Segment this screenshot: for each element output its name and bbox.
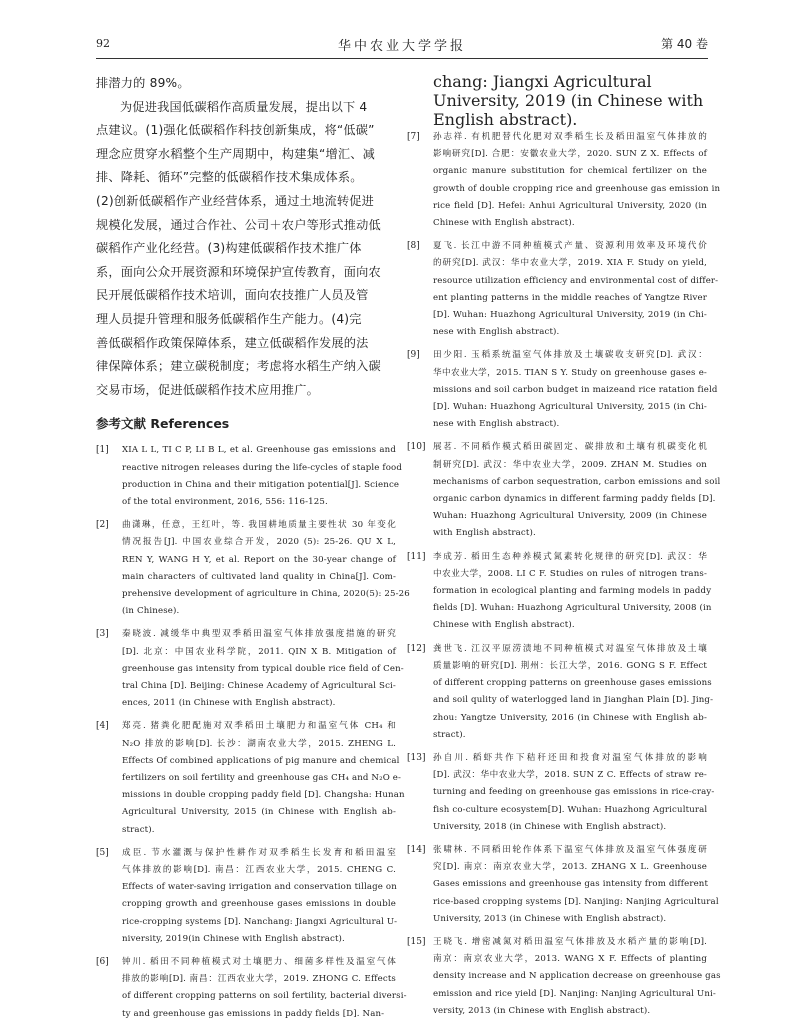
reference-line: 成臣. 节水灌溉与保护性耕作对双季稻生长发育和稻田温室	[122, 847, 396, 858]
reference-line: 南京：南京农业大学，2013. WANG X F. Effects of planting	[433, 954, 707, 965]
body-line: 交易市场，促进低碳稻作技术应用推广。	[96, 382, 319, 397]
reference-line: Effects Of combined applications of pig manure and chemical	[122, 755, 400, 766]
references-list-left	[96, 442, 410, 1023]
reference-line: rice field [D]. Hefei: Anhui Agricultural University, 2020 (in	[433, 200, 707, 211]
reference-line: rice-based cropping systems [D]. Nanjing: Nanjing Agricultural	[433, 896, 719, 907]
reference-line: Agricultural University, 2015 (in Chinese with English ab-	[122, 807, 396, 818]
reference-item	[96, 718, 405, 838]
body-text	[96, 72, 396, 402]
reference-line: 龚世飞. 江汉平原涝渍地不同种植模式对温室气体排放及土壤	[433, 643, 707, 654]
reference-line: missions in double cropping paddy field [D]. Changsha: Hunan	[122, 790, 405, 801]
body-line: 碳稻作产业化经营。(3)构建低碳稻作技术推广体	[96, 241, 362, 256]
reference-continuation	[407, 72, 707, 129]
reference-line: reactive nitrogen releases during the life-cycles of staple food	[122, 462, 403, 473]
reference-line: 影响研究[D]. 合肥：安徽农业大学，2020. SUN Z X. Effects of	[433, 149, 707, 160]
reference-item	[407, 129, 721, 232]
reference-line: resource utilization efficiency and environmental cost of differ-	[433, 275, 719, 286]
reference-line: versity, 2013 (in Chinese with English abstract).	[433, 1005, 651, 1016]
reference-item	[96, 442, 403, 511]
reference-line: density increase and N application decrease on greenhouse gas	[433, 971, 721, 982]
reference-line: 田少阳. 玉稻系统温室气体排放及土壤碳收支研究[D]. 武汉：	[433, 350, 707, 361]
reference-line: stract).	[122, 824, 155, 835]
body-line: 理人员提升管理和服务低碳稻作生产能力。(4)完	[96, 311, 362, 326]
reference-line: and soil qulity of waterlogged land in Jianghan Plain [D]. Jing-	[433, 695, 714, 706]
reference-line: turning and feeding on greenhouse gas emissions in rice-cray-	[433, 787, 715, 798]
reference-line: greenhouse gas intensity from typical double rice field of Cen-	[122, 663, 404, 674]
reference-line: tral China [D]. Beijing: Chinese Academy of Agricultural Sci-	[122, 680, 396, 691]
reference-line: 排放的影响[D]. 南昌：江西农业大学，2019. ZHONG C. Effects	[122, 974, 396, 985]
body-line: 为促进我国低碳稻作高质量发展，提出以下 4	[120, 99, 368, 114]
reference-line: Chinese with English abstract).	[433, 620, 575, 631]
reference-line: 夏飞. 长江中游不同种植模式产量、资源利用效率及环境代价	[433, 241, 707, 252]
reference-line: 秦晓波. 减缓华中典型双季稻田温室气体排放强度措施的研究	[122, 629, 396, 640]
volume-number: 第 40 卷	[661, 37, 708, 51]
reference-line: with English abstract).	[433, 528, 536, 539]
reference-line: 曲潇琳，任意，王红叶，等. 我国耕地质量主要性状 30 年变化	[122, 520, 396, 531]
reference-line: growth of double cropping rice and greenhouse gas emission in	[433, 183, 721, 194]
reference-line: nese with English abstract).	[433, 419, 560, 430]
reference-line: mechanisms of carbon sequestration, carbon emissions and soil	[433, 476, 721, 487]
reference-line: University, 2018 (in Chinese with English abstract).	[433, 821, 667, 832]
reference-line: fish co-culture ecosystem[D]. Wuhan: Huazhong Agricultural	[433, 804, 708, 815]
reference-line: rice-cropping systems [D]. Nanchang: Jiangxi Agricultural U-	[122, 916, 398, 927]
reference-item	[407, 641, 714, 744]
reference-line: production in China and their mitigation potential[J]. Science	[122, 479, 400, 490]
reference-line: 华中农业大学，2015. TIAN S Y. Study on greenhouse gases e-	[433, 367, 707, 378]
reference-item	[407, 750, 715, 836]
reference-line: 王晓飞. 增密减氮对稻田温室气体排放及水稻产量的影响[D].	[433, 936, 707, 947]
reference-number: [1]	[96, 445, 109, 456]
body-line: 理念应贯穿水稻整个生产周期中，构建集“增汇、减	[96, 146, 376, 161]
reference-line: 气体排放的影响[D]. 南昌：江西农业大学，2015. CHENG C.	[122, 864, 396, 875]
reference-line: fields [D]. Wuhan: Huazhong Agricultural University, 2008 (in	[433, 603, 712, 614]
body-line: 排、降耗、循环”完整的低碳稻作技术集成体系。	[96, 170, 363, 185]
reference-line: Wuhan: Huazhong Agricultural University, 2009 (in Chinese	[433, 511, 707, 522]
reference-line: ty and greenhouse gas emissions in paddy fields [D]. Nan-	[122, 1008, 385, 1019]
reference-line: main characters of cultivated land quality in China[J]. Com-	[122, 571, 396, 582]
reference-line: of the total environment, 2016, 556: 116-125.	[122, 496, 328, 507]
body-line: 系，面向公众开展资源和环境保护宣传教育，面向农	[96, 264, 381, 279]
reference-number: [5]	[96, 847, 109, 858]
reference-line: of different cropping patterns on greenhouse gases emissions	[433, 678, 712, 689]
reference-line: 郑亮. 猪粪化肥配施对双季稻田土壤肥力和温室气体 CH₄ 和	[122, 721, 396, 732]
reference-item	[96, 517, 410, 620]
reference-number: [14]	[407, 844, 426, 855]
reference-line: 李成芳. 稻田生态种养模式氮素转化规律的研究[D]. 武汉：华	[433, 551, 707, 562]
reference-line: 质量影响的研究[D]. 荆州：长江大学，2016. GONG S F. Effect	[433, 660, 707, 671]
reference-line: nese with English abstract).	[433, 327, 560, 338]
reference-number: [13]	[407, 752, 426, 763]
reference-line: English abstract).	[433, 110, 578, 129]
reference-line: [D]. Wuhan: Huazhong Agricultural University, 2019 (in Chi-	[433, 310, 707, 321]
reference-item	[96, 626, 404, 712]
references-list-right	[407, 129, 721, 1020]
reference-item	[407, 549, 712, 635]
reference-number: [6]	[96, 957, 109, 967]
header-rule	[96, 58, 708, 59]
reference-line: niversity, 2019(in Chinese with English abstract).	[122, 933, 345, 944]
reference-line: 情况报告[J]. 中国农业综合开发，2020 (5): 25-26. QU X L,	[122, 537, 396, 548]
reference-line: Gases emissions and greenhouse gas intensity from different	[433, 879, 709, 890]
reference-line: stract).	[433, 729, 466, 740]
reference-line: 中农业大学，2008. LI C F. Studies on rules of nitrogen trans-	[433, 568, 707, 579]
body-line: 点建议。(1)强化低碳稻作科技创新集成，将“低碳”	[96, 123, 375, 138]
reference-line: XIA L L, TI C P, LI B L, et al. Greenhouse gas emissions and	[122, 445, 396, 456]
body-line: 律保障体系；建立碳税制度；考虑将水稻生产纳入碳	[96, 359, 381, 374]
reference-line: emission and rice yield [D]. Nanjing: Nanjing Agricultural Uni-	[433, 988, 716, 999]
references-heading: 参考文献 References	[96, 416, 230, 432]
reference-line: 的研究[D]. 武汉：华中农业大学，2019. XIA F. Study on yield,	[433, 258, 707, 269]
reference-line: organic manure substitution for chemical fertilizer on the	[433, 166, 707, 177]
reference-line: fertilizers on soil fertility and greenhouse gas CH₄ and N₂O e-	[122, 772, 402, 783]
reference-item	[407, 439, 721, 542]
reference-item	[407, 238, 719, 341]
reference-line: organic carbon dynamics in different farming paddy fields [D].	[433, 494, 716, 505]
page-number: 92	[96, 37, 110, 50]
reference-line: chang: Jiangxi Agricultural University, 2019 (in Chinese with	[433, 72, 704, 110]
reference-line: 展茗. 不同稻作模式稻田碳固定、碳排放和土壤有机碳变化机	[433, 442, 707, 453]
body-line: 善低碳稻作政策保障体系，建立低碳稻作发展的法	[96, 335, 369, 350]
reference-line: 钟川. 稻田不同种植模式对土壤肥力、细菌多样性及温室气体	[122, 957, 396, 967]
body-line: 规模化发展，通过合作社、公司＋农户等形式推动低	[96, 217, 381, 232]
reference-number: [3]	[96, 629, 109, 640]
reference-line: prehensive development of agriculture in China, 2020(5): 25-26	[122, 588, 410, 599]
reference-line: of different cropping patterns on soil fertility, bacterial diversi-	[122, 991, 407, 1002]
reference-item	[96, 954, 407, 1023]
reference-line: Chinese with English abstract).	[433, 218, 575, 229]
reference-item	[96, 845, 396, 948]
reference-line: 制研究[D]. 武汉：华中农业大学，2009. ZHAN M. Studies on	[433, 459, 707, 470]
body-line: 民开展低碳稻作技术培训，面向农技推广人员及管	[96, 288, 369, 303]
reference-line: [D]. Wuhan: Huazhong Agricultural University, 2015 (in Chi-	[433, 402, 707, 413]
reference-line: REN Y, WANG H Y, et al. Report on the 30-year change of	[122, 554, 396, 565]
reference-number: [4]	[96, 721, 109, 732]
reference-item	[407, 934, 721, 1020]
reference-line: 张啸林. 不同稻田轮作体系下温室气体排放及温室气体强度研	[433, 844, 707, 855]
reference-number: [15]	[407, 936, 426, 947]
body-line: 排潜力的 89%。	[96, 76, 190, 90]
reference-number: [7]	[407, 132, 420, 142]
reference-line: 孙自川. 稻虾共作下秸秆还田和投食对温室气体排放的影响	[433, 752, 707, 763]
reference-line: ent planting patterns in the middle reaches of Yangtze River	[433, 292, 707, 303]
reference-number: [2]	[96, 520, 109, 531]
reference-number: [9]	[407, 350, 420, 361]
reference-line: (in Chinese).	[122, 606, 180, 617]
reference-item	[407, 347, 718, 433]
reference-line: [D]. 北京：中国农业科学院，2011. QIN X B. Mitigation of	[122, 646, 396, 657]
reference-line: [D]. 武汉：华中农业大学，2018. SUN Z C. Effects of straw re-	[433, 770, 707, 781]
reference-line: 孙志祥. 有机肥替代化肥对双季稻生长及稻田温室气体排放的	[433, 132, 707, 142]
reference-line: ences, 2011 (in Chinese with English abstract).	[122, 698, 336, 709]
reference-number: [12]	[407, 643, 426, 654]
reference-item	[407, 842, 719, 928]
reference-line: formation in ecological planting and farming models in paddy	[433, 586, 712, 597]
journal-title: 华中农业大学学报	[337, 39, 466, 54]
reference-number: [8]	[407, 241, 420, 252]
reference-line: N₂O 排放的影响[D]. 长沙：湖南农业大学，2015. ZHENG L.	[122, 738, 396, 749]
reference-line: cropping growth and greenhouse gases emissions in double	[122, 899, 396, 910]
reference-line: zhou: Yangtze University, 2016 (in Chinese with English ab-	[433, 712, 707, 723]
reference-line: 究[D]. 南京：南京农业大学，2013. ZHANG X L. Greenhouse	[433, 862, 707, 873]
body-line: (2)创新低碳稻作产业经营体系，通过土地流转促进	[96, 193, 375, 208]
right-column	[407, 72, 721, 1026]
reference-number: [10]	[407, 442, 426, 453]
reference-line: Effects of water-saving irrigation and conservation tillage on	[122, 882, 397, 893]
left-column	[96, 72, 410, 1029]
reference-line: University, 2013 (in Chinese with English abstract).	[433, 913, 667, 924]
page-header	[96, 37, 708, 57]
reference-line: missions and soil carbon budget in maizeand rice ratation field	[433, 384, 718, 395]
reference-number: [11]	[407, 551, 426, 562]
